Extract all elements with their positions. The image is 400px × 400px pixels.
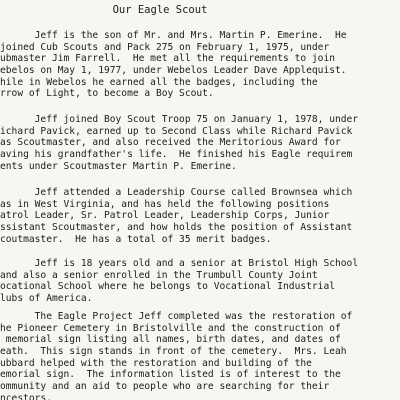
paragraph-line: Jeff is the son of Mr. and Mrs. Martin P. Emerine. He [0,30,347,41]
paragraph-eagle-project [0,311,400,400]
paragraph-line: rrow of Light, to become a Boy Scout. [0,88,214,100]
paragraph-line: ubmaster Jim Farrell. He met all the requirements to join [0,53,336,65]
paragraph-line: as in West Virginia, and has held the following positions [0,198,330,210]
paragraph-line: ichard Pavick, earned up to Second Class while Richard Pavick [0,125,353,137]
paragraph-line: Jeff is 18 years old and a senior at Bristol High School [0,258,359,269]
paragraph-line: as Scoutmaster, and also received the Meritorious Award for [0,137,341,149]
paragraph-line: Jeff joined Boy Scout Troop 75 on January 1, 1978, under [0,114,359,125]
paragraph-line: coutmaster. He has a total of 35 merit badges. [0,233,272,245]
paragraph-line: ssistant Scoutmaster, and how holds the position of Assistant [0,222,353,234]
paragraph-line: hile in Webelos he earned all the badges, including the [0,76,318,88]
paragraph-line: ents under Scoutmaster Martin P. Emerine. [0,160,237,172]
paragraph-line: ubbard helped with the restoration and building of the [0,357,312,369]
paragraph-line: atrol Leader, Sr. Patrol Leader, Leadership Corps, Junior [0,210,330,222]
paragraph-leadership [0,187,400,245]
paragraph-line: ebelos on May 1, 1977, under Webelos Leader Dave Applequist. [0,65,347,77]
paragraph-school [0,258,400,305]
paragraph-line: eath. This sign stands in front of the cemetery. Mrs. Leah [0,346,347,358]
paragraph-line: emorial sign. The information listed is of interest to the [0,369,341,381]
paragraph-line: Jeff attended a Leadership Course called Brownsea which [0,187,353,198]
paragraph-boy-scout-troop [0,114,400,172]
paragraph-line: ommunity and an aid to people who are searching for their [0,381,330,393]
paragraph-family-background [0,30,400,100]
paragraph-line: The Eagle Project Jeff completed was the restoration of [0,311,353,322]
paragraph-line: and also a senior enrolled in the Trumbull County Joint [0,269,318,281]
paragraph-line: aving his grandfather's life. He finished his Eagle requirem [0,149,353,161]
paragraph-line: ncestors. [0,392,52,400]
paragraph-line: he Pioneer Cemetery in Bristolville and the construction of [0,322,341,334]
paragraph-line: memorial sign listing all names, birth dates, and dates of [0,334,341,346]
paragraph-line: joined Cub Scouts and Pack 275 on February 1, 1975, under [0,41,330,53]
paragraph-line: ocational School where he belongs to Vocational Industrial [0,281,336,293]
document-title: Our Eagle Scout [112,4,208,16]
paragraph-line: lubs of America. [0,293,93,305]
